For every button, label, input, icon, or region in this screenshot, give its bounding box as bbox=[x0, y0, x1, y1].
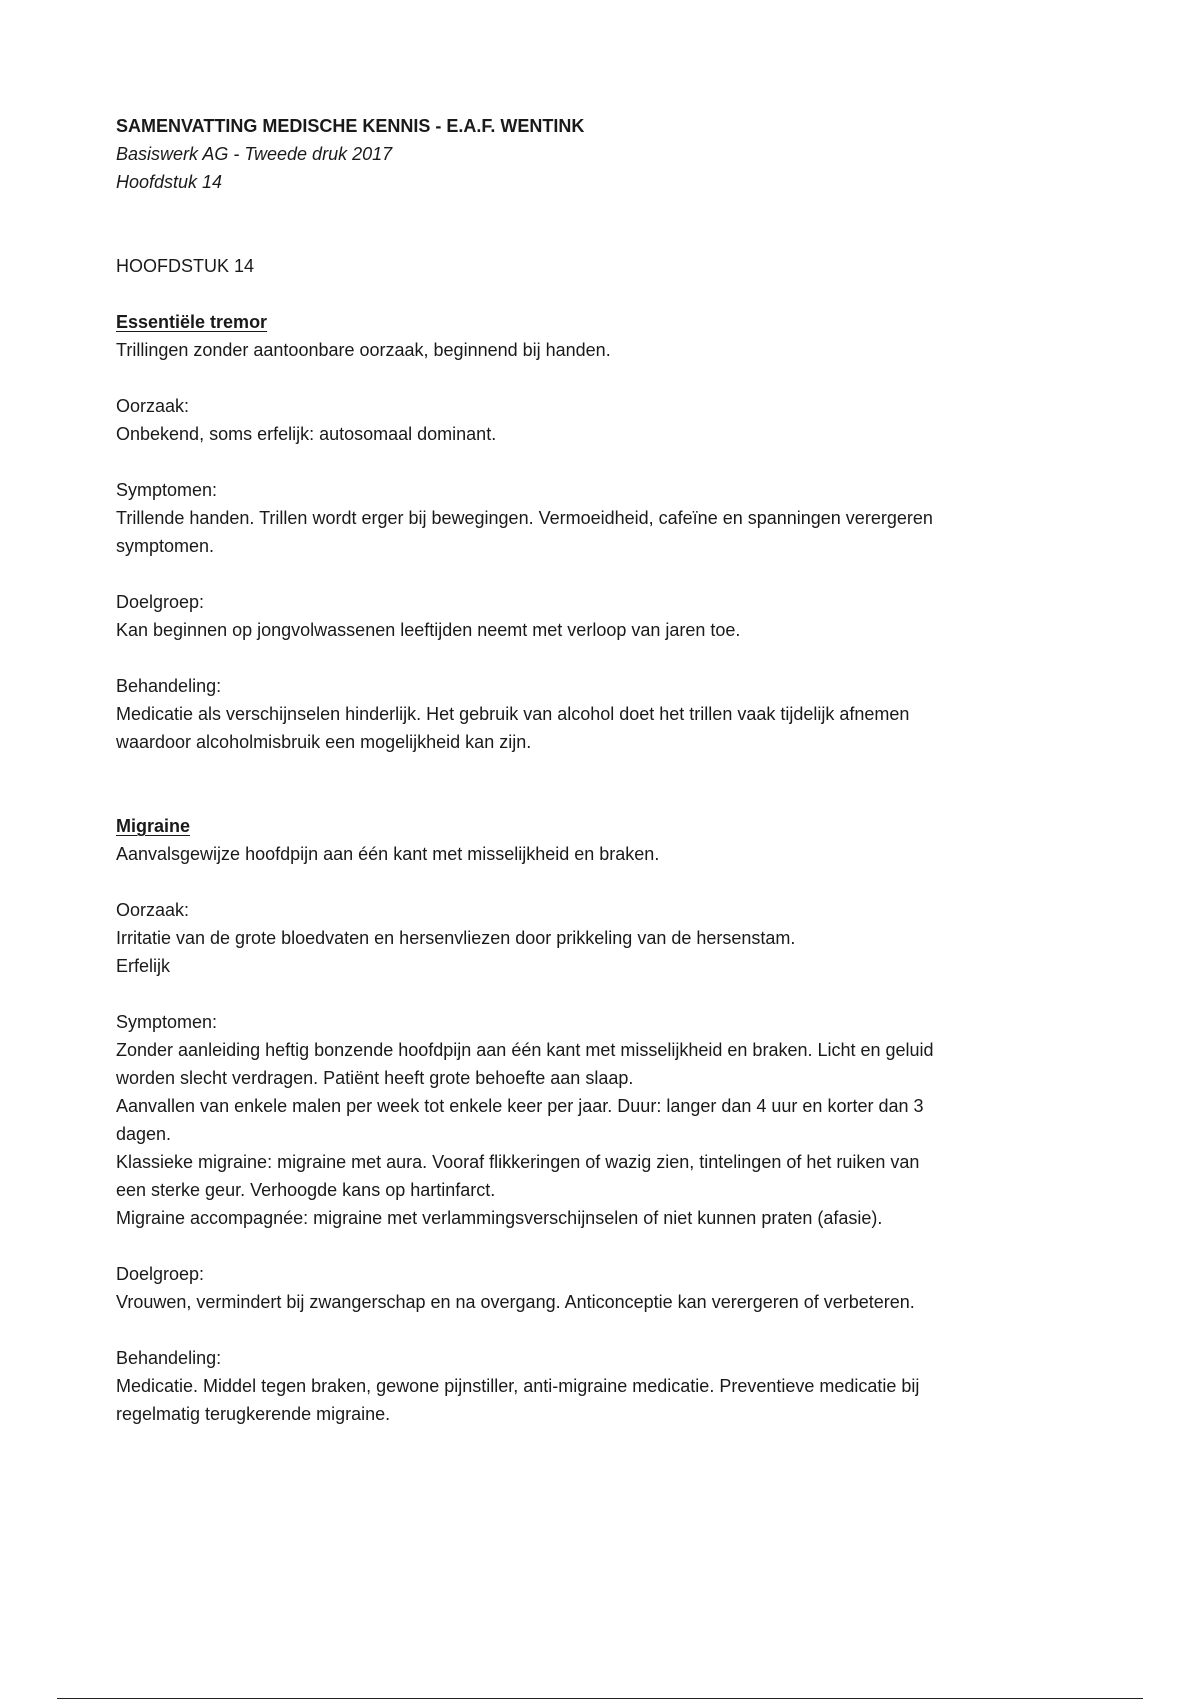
chapter-heading: HOOFDSTUK 14 bbox=[116, 256, 255, 276]
section-text-line: worden slecht verdragen. Patiënt heeft grote behoefte aan slaap. bbox=[116, 1068, 634, 1088]
section-label: Oorzaak: bbox=[116, 900, 190, 920]
document-chapter-reference: Hoofdstuk 14 bbox=[116, 172, 223, 192]
topics-list bbox=[116, 308, 1076, 1428]
section-text-line: Onbekend, soms erfelijk: autosomaal dominant. bbox=[116, 424, 497, 444]
section-text-line: symptomen. bbox=[116, 536, 215, 556]
section-text-line: regelmatig terugkerende migraine. bbox=[116, 1404, 391, 1424]
topic-section bbox=[116, 1344, 1076, 1428]
section-text-line: Zonder aanleiding heftig bonzende hoofdpijn aan één kant met misselijkheid en braken. Licht en geluid bbox=[116, 1040, 934, 1060]
section-label: Doelgroep: bbox=[116, 1264, 205, 1284]
section-text-line: Aanvallen van enkele malen per week tot enkele keer per jaar. Duur: langer dan 4 uur en korter dan 3 bbox=[116, 1096, 924, 1116]
section-text-line: Vrouwen, vermindert bij zwangerschap en na overgang. Anticonceptie kan verergeren of verbeteren. bbox=[116, 1292, 915, 1312]
document-title: SAMENVATTING MEDISCHE KENNIS - E.A.F. WENTINK bbox=[116, 116, 585, 136]
document-page bbox=[116, 112, 1076, 1428]
section-text-line: Irritatie van de grote bloedvaten en hersenvliezen door prikkeling van de hersenstam. bbox=[116, 928, 796, 948]
section-label: Oorzaak: bbox=[116, 396, 190, 416]
section-label: Behandeling: bbox=[116, 676, 222, 696]
document-header bbox=[116, 112, 1076, 196]
topic-section bbox=[116, 476, 1076, 560]
section-text-line: waardoor alcoholmisbruik een mogelijkheid kan zijn. bbox=[116, 732, 532, 752]
topic-title: Migraine bbox=[116, 816, 191, 836]
topic-section bbox=[116, 1008, 1076, 1232]
section-label: Behandeling: bbox=[116, 1348, 222, 1368]
topic-section bbox=[116, 896, 1076, 980]
section-text-line: dagen. bbox=[116, 1124, 172, 1144]
section-label: Symptomen: bbox=[116, 1012, 218, 1032]
section-label: Symptomen: bbox=[116, 480, 218, 500]
topic-block bbox=[116, 812, 1076, 1428]
topic-section bbox=[116, 1260, 1076, 1316]
section-text-line: Erfelijk bbox=[116, 956, 171, 976]
section-text-line: Medicatie. Middel tegen braken, gewone pijnstiller, anti-migraine medicatie. Preventieve medicatie bij bbox=[116, 1376, 920, 1396]
section-text-line: Kan beginnen op jongvolwassenen leeftijden neemt met verloop van jaren toe. bbox=[116, 620, 741, 640]
topic-section bbox=[116, 392, 1076, 448]
section-label: Doelgroep: bbox=[116, 592, 205, 612]
section-text-line: Klassieke migraine: migraine met aura. Vooraf flikkeringen of wazig zien, tintelingen of het ruiken van bbox=[116, 1152, 920, 1172]
section-text-line: Trillende handen. Trillen wordt erger bij bewegingen. Vermoeidheid, cafeïne en spanningen verergeren bbox=[116, 508, 933, 528]
topic-block bbox=[116, 308, 1076, 756]
topic-section bbox=[116, 588, 1076, 644]
footer-divider bbox=[57, 1698, 1143, 1699]
topic-intro: Aanvalsgewijze hoofdpijn aan één kant met misselijkheid en braken. bbox=[116, 844, 660, 864]
topic-section bbox=[116, 672, 1076, 756]
section-text-line: Medicatie als verschijnselen hinderlijk. Het gebruik van alcohol doet het trillen vaak tijdelijk afnemen bbox=[116, 704, 910, 724]
document-edition: Basiswerk AG - Tweede druk 2017 bbox=[116, 144, 393, 164]
section-text-line: Migraine accompagnée: migraine met verlammingsverschijnselen of niet kunnen praten (afasie). bbox=[116, 1208, 883, 1228]
topic-title: Essentiële tremor bbox=[116, 312, 268, 332]
section-text-line: een sterke geur. Verhoogde kans op hartinfarct. bbox=[116, 1180, 496, 1200]
topic-intro: Trillingen zonder aantoonbare oorzaak, beginnend bij handen. bbox=[116, 340, 611, 360]
